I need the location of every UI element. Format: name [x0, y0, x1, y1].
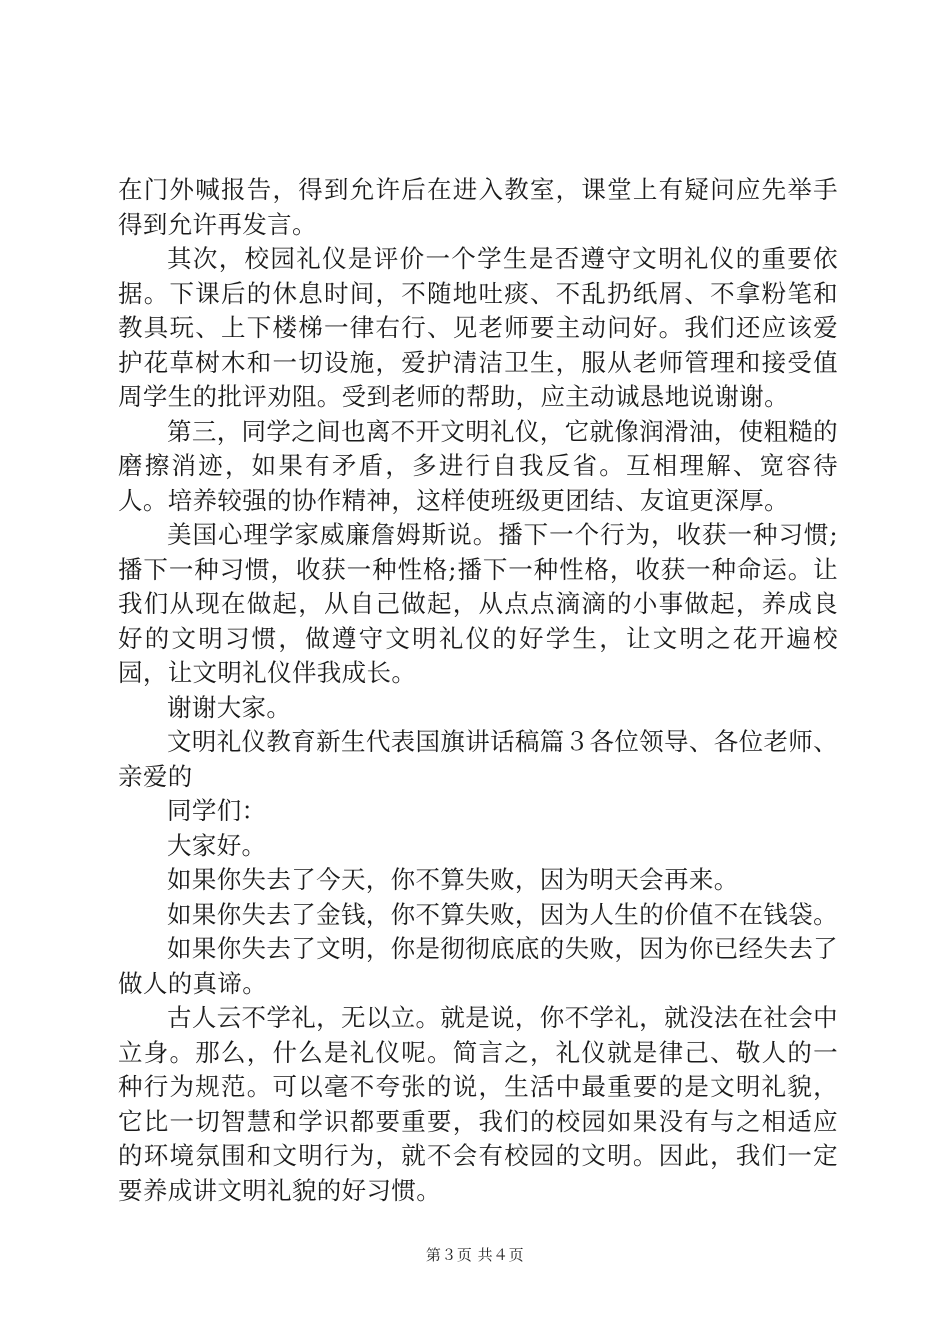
page-number-footer: 第３页 共４页	[425, 1246, 525, 1264]
paragraph-5: 谢谢大家。	[167, 692, 292, 722]
paragraph-1: 在门外喊报告，得到允许后在进入教室，课堂上有疑问应先举手得到允许再发言。	[118, 175, 838, 239]
paragraph-10: 如果你失去了金钱，你不算失败，因为人生的价值不在钱袋。	[167, 899, 838, 929]
paragraph-12: 古人云不学礼，无以立。就是说，你不学礼，就没法在社会中立身。那么，什么是礼仪呢。简言之，礼仪就是律己、敬人的一种行为规范。可以毫不夸张的说，生活中最重要的是文明礼貌，它比一切智慧和学识都要重要，我们的校园如果没有与之相适应的环境氛围和文明行为，就不会有校园的文明。因此，我们一定要养成讲文明礼貌的好习惯。	[118, 1003, 838, 1205]
document-body	[118, 173, 838, 1208]
paragraph-8: 大家好。	[167, 830, 267, 860]
paragraph-9: 如果你失去了今天，你不算失败，因为明天会再来。	[167, 865, 739, 894]
paragraph-3: 第三，同学之间也离不开文明礼仪，它就像润滑油，使粗糙的磨擦消迹，如果有矛盾，多进行自我反省。互相理解、宽容待人。培养较强的协作精神，这样使班级更团结、友谊更深厚。	[118, 416, 838, 515]
paragraph-6: 文明礼仪教育新生代表国旗讲话稿篇３各位领导、各位老师、亲爱的	[118, 727, 838, 791]
paragraph-2: 其次，校园礼仪是评价一个学生是否遵守文明礼仪的重要依据。下课后的休息时间，不随地吐痰、不乱扔纸屑、不拿粉笔和教具玩、上下楼梯一律右行、见老师要主动问好。我们还应该爱护花草树木和一切设施，爱护清洁卫生，服从老师管理和接受值周学生的批评劝阻。受到老师的帮助，应主动诚恳地说谢谢。	[118, 244, 838, 411]
paragraph-4: 美国心理学家威廉詹姆斯说。播下一个行为，收获一种习惯;播下一种习惯，收获一种性格;播下一种性格，收获一种命运。让我们从现在做起，从自己做起，从点点滴滴的小事做起，养成良好的文明习惯，做遵守文明礼仪的好学生，让文明之花开遍校园，让文明礼仪伴我成长。	[118, 520, 838, 687]
paragraph-11: 如果你失去了文明，你是彻彻底底的失败，因为你已经失去了做人的真谛。	[118, 934, 838, 998]
paragraph-7: 同学们：	[167, 796, 267, 825]
